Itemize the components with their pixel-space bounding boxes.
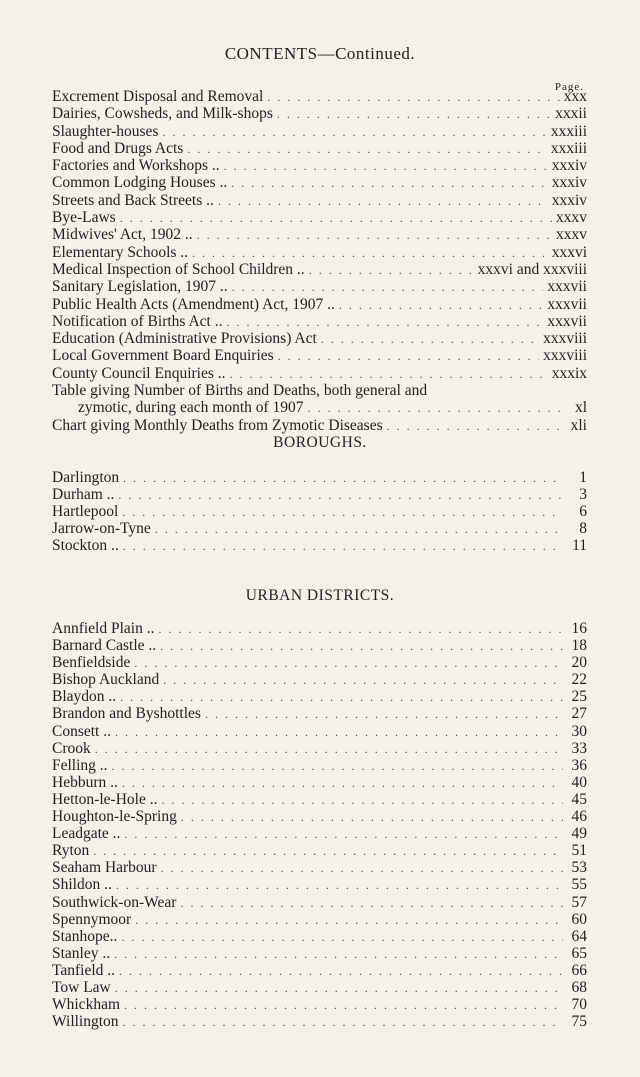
table-entry-line2: zymotic, during each month of 1907 bbox=[78, 399, 304, 417]
dot-leader bbox=[95, 742, 563, 757]
list-item bbox=[52, 244, 587, 261]
list-item bbox=[52, 979, 587, 996]
chart-entry-title: Chart giving Monthly Deaths from Zymotic Diseases bbox=[52, 416, 383, 434]
entry-page: 57 bbox=[571, 893, 587, 911]
entry-title: Houghton-le-Spring bbox=[52, 808, 177, 826]
dot-leader bbox=[192, 246, 548, 261]
list-item bbox=[52, 620, 587, 637]
dot-leader bbox=[339, 298, 544, 313]
dot-leader bbox=[181, 810, 563, 825]
entry-page: xxxviii bbox=[543, 330, 587, 348]
entry-title: Bye-Laws bbox=[52, 209, 116, 227]
entry-title: Education (Administrative Provisions) Act bbox=[52, 330, 317, 348]
entry-title: Stockton .. bbox=[52, 537, 119, 555]
list-item bbox=[52, 637, 587, 654]
entry-page: xxxii bbox=[555, 105, 587, 123]
dot-leader bbox=[205, 707, 563, 722]
dot-leader bbox=[115, 981, 563, 996]
entry-page: 45 bbox=[571, 790, 587, 808]
entry-title: Elementary Schools .. bbox=[52, 243, 189, 261]
entry-title: Shildon .. bbox=[52, 876, 112, 894]
list-item bbox=[52, 894, 587, 911]
entry-page: 64 bbox=[571, 927, 587, 945]
chart-entry-page: xli bbox=[570, 416, 587, 434]
urban-districts-list bbox=[52, 620, 587, 1030]
dot-leader bbox=[231, 176, 547, 191]
entry-title: Excrement Disposal and Removal bbox=[52, 88, 264, 105]
chart-entry bbox=[52, 417, 587, 434]
dot-leader bbox=[123, 539, 563, 554]
list-item bbox=[52, 876, 587, 893]
dot-leader bbox=[218, 194, 548, 209]
list-item bbox=[52, 88, 587, 105]
list-item bbox=[52, 723, 587, 740]
entry-page: xxxiv bbox=[551, 174, 587, 192]
entry-page: 1 bbox=[579, 469, 587, 486]
list-item bbox=[52, 469, 587, 486]
entry-page: 18 bbox=[571, 637, 587, 655]
entry-page: xxxvii bbox=[547, 295, 587, 313]
entry-page: xxxiv bbox=[551, 157, 587, 175]
entry-title: Sanitary Legislation, 1907 .. bbox=[52, 278, 228, 296]
entry-title: Ryton bbox=[52, 842, 90, 860]
entry-page: 8 bbox=[579, 520, 587, 538]
dot-leader bbox=[232, 280, 544, 295]
list-item bbox=[52, 296, 587, 313]
entry-page: xxxv bbox=[556, 226, 587, 244]
list-item bbox=[52, 945, 587, 962]
entry-title: Barnard Castle .. bbox=[52, 637, 157, 655]
list-item bbox=[52, 209, 587, 226]
dot-leader bbox=[180, 896, 563, 911]
entry-title: Slaughter-houses bbox=[52, 122, 159, 140]
entry-title: Medical Inspection of School Children .. bbox=[52, 260, 305, 278]
list-item bbox=[52, 537, 587, 554]
entry-title: Durham .. bbox=[52, 486, 115, 504]
list-item bbox=[52, 520, 587, 537]
dot-leader bbox=[124, 827, 563, 842]
list-item bbox=[52, 825, 587, 842]
list-item bbox=[52, 671, 587, 688]
entry-page: 25 bbox=[571, 688, 587, 706]
list-item bbox=[52, 654, 587, 671]
entry-title: Benfieldside bbox=[52, 654, 131, 672]
list-item bbox=[52, 226, 587, 243]
dot-leader bbox=[277, 107, 551, 122]
list-item bbox=[52, 791, 587, 808]
entry-title: Food and Drugs Acts bbox=[52, 139, 184, 157]
list-item bbox=[52, 911, 587, 928]
entry-title: Seaham Harbour bbox=[52, 859, 157, 877]
entry-title: Whickham bbox=[52, 996, 121, 1014]
entry-title: Public Health Acts (Amendment) Act, 1907 .. bbox=[52, 295, 335, 313]
dot-leader bbox=[162, 125, 546, 140]
entry-title: Crook bbox=[52, 739, 91, 757]
list-item bbox=[52, 261, 587, 278]
dot-leader bbox=[230, 367, 548, 382]
entry-title: Local Government Board Enquiries bbox=[52, 347, 274, 365]
dot-leader bbox=[123, 1015, 563, 1030]
entry-page: 22 bbox=[571, 671, 587, 689]
list-item bbox=[52, 157, 587, 174]
entry-page: 70 bbox=[571, 996, 587, 1014]
contents-list bbox=[52, 88, 587, 434]
entry-title: Tow Law bbox=[52, 978, 111, 996]
boroughs-heading: BOROUGHS. bbox=[273, 434, 367, 451]
entry-page: 30 bbox=[571, 722, 587, 740]
list-item bbox=[52, 365, 587, 382]
entry-title: Hebburn .. bbox=[52, 773, 118, 791]
table-entry bbox=[52, 382, 587, 399]
table-entry-line1: Table giving Number of Births and Deaths, both general and bbox=[52, 382, 428, 400]
entry-page: xxxix bbox=[551, 364, 587, 382]
dot-leader bbox=[93, 844, 563, 859]
dot-leader bbox=[115, 725, 563, 740]
entry-title: Consett .. bbox=[52, 722, 111, 740]
list-item bbox=[52, 705, 587, 722]
dot-leader bbox=[116, 878, 563, 893]
entry-page: 16 bbox=[571, 620, 587, 637]
entry-page: 66 bbox=[571, 961, 587, 979]
dot-leader bbox=[112, 759, 563, 774]
entry-page: 6 bbox=[579, 503, 587, 521]
entry-title: Leadgate .. bbox=[52, 825, 121, 843]
entry-page: 65 bbox=[571, 944, 587, 962]
entry-title: Brandon and Byshottles bbox=[52, 705, 201, 723]
dot-leader bbox=[161, 861, 563, 876]
entry-page: 3 bbox=[579, 486, 587, 504]
entry-page: xxxiii bbox=[550, 122, 587, 140]
dot-leader bbox=[197, 228, 552, 243]
boroughs-list bbox=[52, 469, 587, 554]
list-item bbox=[52, 859, 587, 876]
entry-page: 27 bbox=[571, 705, 587, 723]
list-item bbox=[52, 757, 587, 774]
entry-title: Stanley .. bbox=[52, 944, 111, 962]
list-item bbox=[52, 842, 587, 859]
page-column-label: Page. bbox=[554, 81, 584, 93]
entry-page: xxxvii bbox=[547, 278, 587, 296]
dot-leader bbox=[123, 471, 563, 486]
dot-leader bbox=[158, 622, 563, 637]
entry-page: xxxviii bbox=[543, 347, 587, 365]
entry-title: Spennymoor bbox=[52, 910, 132, 928]
list-item bbox=[52, 105, 587, 122]
list-item bbox=[52, 313, 587, 330]
dot-leader bbox=[321, 332, 539, 347]
entry-page: 36 bbox=[571, 756, 587, 774]
list-item bbox=[52, 740, 587, 757]
list-item bbox=[52, 996, 587, 1013]
dot-leader bbox=[121, 930, 563, 945]
entry-title: Streets and Back Streets .. bbox=[52, 191, 214, 209]
entry-title: Dairies, Cowsheds, and Milk-shops bbox=[52, 105, 273, 123]
entry-page: 33 bbox=[571, 739, 587, 757]
list-item bbox=[52, 192, 587, 209]
entry-title: Tanfield .. bbox=[52, 961, 116, 979]
table-entry-page: xl bbox=[574, 399, 587, 417]
entry-page: xxxvi bbox=[551, 243, 587, 261]
entry-page: xxxvi and xxxviii bbox=[477, 260, 587, 278]
dot-leader bbox=[160, 639, 563, 654]
entry-page: 60 bbox=[571, 910, 587, 928]
entry-title: Jarrow-on-Tyne bbox=[52, 520, 151, 538]
list-item bbox=[52, 688, 587, 705]
dot-leader bbox=[155, 522, 563, 537]
entry-title: Felling .. bbox=[52, 756, 108, 774]
entry-title: Annfield Plain .. bbox=[52, 620, 155, 637]
entry-page: 40 bbox=[571, 773, 587, 791]
list-item bbox=[52, 1013, 587, 1030]
dot-leader bbox=[161, 793, 563, 808]
entry-page: 49 bbox=[571, 825, 587, 843]
entry-page: xxxv bbox=[556, 209, 587, 227]
dot-leader bbox=[114, 947, 563, 962]
dot-leader bbox=[135, 913, 563, 928]
entry-page: xxxvii bbox=[547, 312, 587, 330]
entry-page: 53 bbox=[571, 859, 587, 877]
entry-page: xxxiv bbox=[551, 191, 587, 209]
entry-page: 51 bbox=[571, 842, 587, 860]
entry-title: Stanhope.. bbox=[52, 927, 118, 945]
list-item bbox=[52, 123, 587, 140]
dot-leader bbox=[134, 656, 563, 671]
list-item bbox=[52, 278, 587, 295]
dot-leader bbox=[226, 315, 543, 330]
entry-title: Bishop Auckland bbox=[52, 671, 160, 689]
list-item bbox=[52, 808, 587, 825]
list-item bbox=[52, 962, 587, 979]
entry-title: Southwick-on-Wear bbox=[52, 893, 177, 911]
dot-leader bbox=[267, 90, 559, 105]
dot-leader bbox=[309, 263, 474, 278]
dot-leader bbox=[387, 419, 563, 434]
dot-leader bbox=[187, 142, 547, 157]
entry-page: 55 bbox=[571, 876, 587, 894]
entry-title: County Council Enquiries .. bbox=[52, 364, 226, 382]
dot-leader bbox=[120, 211, 552, 226]
page-title: CONTENTS—Continued. bbox=[224, 44, 416, 63]
entry-title: Common Lodging Houses .. bbox=[52, 174, 228, 192]
dot-leader bbox=[119, 964, 563, 979]
entry-page: 11 bbox=[572, 537, 587, 555]
entry-title: Midwives' Act, 1902 .. bbox=[52, 226, 193, 244]
entry-page: 20 bbox=[571, 654, 587, 672]
list-item bbox=[52, 503, 587, 520]
entry-title: Hetton-le-Hole .. bbox=[52, 790, 158, 808]
dot-leader bbox=[124, 998, 563, 1013]
dot-leader bbox=[120, 690, 563, 705]
urban-districts-heading: URBAN DISTRICTS. bbox=[245, 587, 395, 604]
list-item bbox=[52, 330, 587, 347]
dot-leader bbox=[122, 505, 563, 520]
entry-page: xxxiii bbox=[550, 139, 587, 157]
list-item bbox=[52, 347, 587, 364]
entry-page: xxx bbox=[563, 88, 587, 105]
entry-page: 46 bbox=[571, 808, 587, 826]
entry-title: Blaydon .. bbox=[52, 688, 117, 706]
list-item bbox=[52, 140, 587, 157]
list-item bbox=[52, 486, 587, 503]
dot-leader bbox=[118, 488, 563, 503]
entry-title: Hartlepool bbox=[52, 503, 119, 521]
entry-title: Willington bbox=[52, 1013, 119, 1031]
entry-title: Notification of Births Act .. bbox=[52, 312, 223, 330]
dot-leader bbox=[122, 776, 563, 791]
dot-leader bbox=[163, 673, 563, 688]
entry-title: Factories and Workshops .. bbox=[52, 157, 220, 175]
list-item bbox=[52, 774, 587, 791]
dot-leader bbox=[224, 159, 548, 174]
entry-page: 68 bbox=[571, 978, 587, 996]
dot-leader bbox=[308, 401, 563, 416]
table-entry-continued bbox=[52, 399, 587, 416]
entry-title: Darlington bbox=[52, 469, 120, 486]
dot-leader bbox=[278, 349, 539, 364]
entry-page: 75 bbox=[571, 1013, 587, 1031]
list-item bbox=[52, 928, 587, 945]
list-item bbox=[52, 174, 587, 191]
